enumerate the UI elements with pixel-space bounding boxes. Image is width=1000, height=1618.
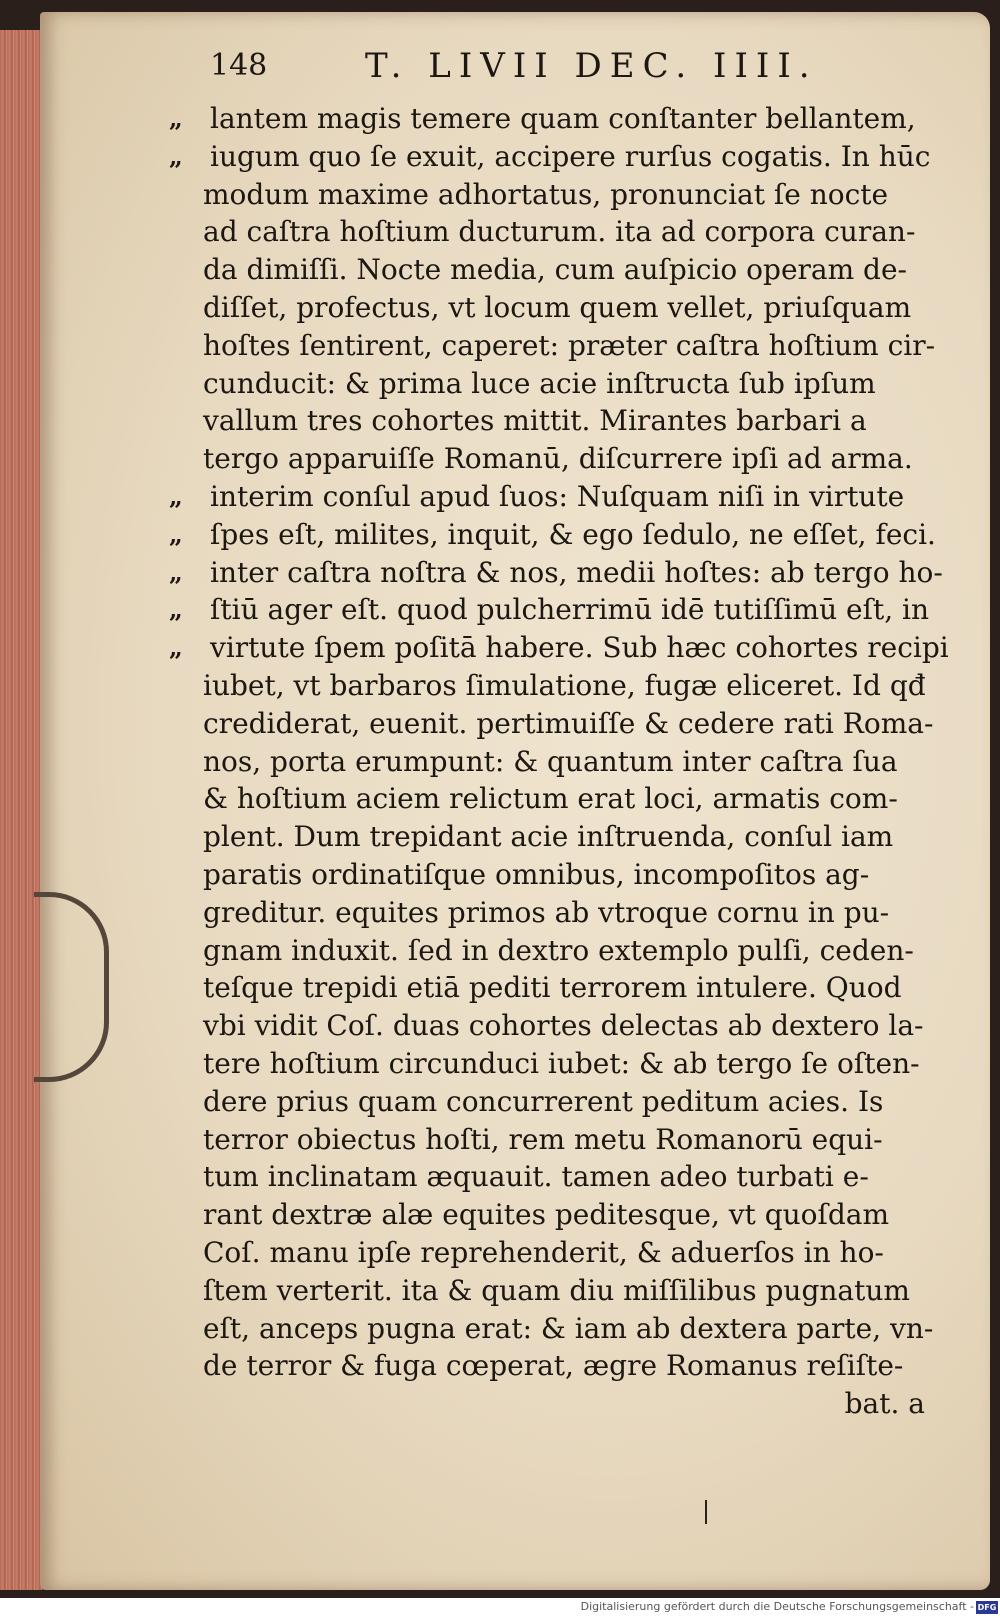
line-text: ad caſtra hoſtium ducturum. ita ad corpora curan-: [203, 215, 916, 249]
funding-credit: Digitalisierung gefördert durch die Deutsche Forschungsgemeinschaft -: [580, 1600, 974, 1613]
line-text: terror obiectus hoſti, rem metu Romanorū equi-: [203, 1122, 883, 1156]
quote-mark: „: [169, 481, 183, 511]
text-line: [175, 176, 945, 214]
line-text: diſſet, profectus, vt locum quem vellet, priuſquam: [203, 290, 912, 324]
line-text: rant dextræ alæ equites peditesque, vt quoſdam: [203, 1198, 890, 1232]
quote-mark: „: [169, 141, 183, 171]
text-line: [175, 1234, 945, 1272]
line-text: ſtem verterit. ita & quam diu miſſilibus pugnatum: [203, 1273, 910, 1307]
line-text: tere hoſtium circunduci iubet: & ab tergo ſe oſten-: [203, 1046, 920, 1080]
line-text: vallum tres cohortes mittit. Mirantes barbari a: [203, 404, 867, 438]
text-line: [175, 1272, 945, 1310]
line-text: paratis ordinatiſque omnibus, incompoſitos ag-: [203, 857, 870, 891]
line-text: crediderat, euenit. pertimuiſſe & cedere rati Roma-: [203, 706, 934, 740]
quote-mark: „: [169, 519, 183, 549]
line-text: cunducit: & prima luce acie inſtructa ſub ipſum: [203, 366, 876, 400]
page-number: 148: [210, 48, 268, 83]
text-line: [175, 667, 945, 705]
line-text: greditur. equites primos ab vtroque cornu in pu-: [203, 895, 890, 929]
line-text: modum maxime adhortatus, pronunciat ſe nocte: [203, 177, 889, 211]
running-head: T. LIVII DEC. IIII.: [365, 46, 818, 86]
text-line: [175, 365, 945, 403]
text-block: [169, 100, 949, 1423]
quote-mark: „: [169, 595, 183, 625]
text-line: [175, 1045, 945, 1083]
line-text: tum inclinatam æquauit. tamen adeo turbati e-: [203, 1160, 869, 1194]
text-line: [175, 1007, 945, 1045]
line-text: hoſtes ſentirent, caperet: præter caſtra hoſtium cir-: [203, 328, 936, 362]
text-line: [169, 478, 945, 516]
line-text: Coſ. manu ipſe reprehenderit, & aduerſos in ho-: [203, 1235, 884, 1269]
text-line: [175, 969, 945, 1007]
text-line: [175, 780, 945, 818]
line-text: dere prius quam concurrerent peditum acies. Is: [203, 1084, 884, 1118]
page-clip: [34, 892, 109, 1082]
line-text: lantem magis temere quam conſtanter bellantem,: [210, 102, 916, 135]
footer-bar: [0, 1598, 1000, 1618]
catchword: bat. a: [844, 1387, 925, 1421]
text-line: [175, 743, 945, 781]
quote-mark: „: [169, 633, 183, 663]
quote-mark: „: [169, 557, 183, 587]
ink-mark: [705, 1500, 707, 1524]
line-text: eſt, anceps pugna erat: & iam ab dextera parte, vn-: [203, 1311, 934, 1345]
text-line: [175, 289, 945, 327]
quote-mark: „: [169, 104, 183, 133]
text-line: [175, 1158, 945, 1196]
text-line: [175, 327, 945, 365]
line-text: virtute ſpem poſitā habere. Sub hæc cohortes recipi: [210, 631, 949, 665]
line-text: inter caſtra noſtra & nos, medii hoſtes: ab tergo ho-: [210, 555, 943, 589]
text-line: [169, 516, 945, 554]
line-text: ſtiū ager eſt. quod pulcherrimū idē tutiſſimū eſt, in: [210, 593, 929, 627]
text-line: [175, 1196, 945, 1234]
text-line: [169, 629, 949, 667]
text-line: [175, 818, 945, 856]
text-line: [175, 1083, 945, 1121]
line-text: ſpes eſt, milites, inquit, & ego ſedulo, ne eſſet, feci.: [210, 517, 936, 551]
text-line: [169, 554, 945, 592]
text-line: [175, 440, 945, 478]
catchword-line: [175, 1385, 945, 1423]
text-line: [169, 591, 945, 629]
book-fore-edge: [0, 30, 44, 1590]
line-text: iubet, vt barbaros ſimulatione, fugæ eliceret. Id qđ: [203, 668, 926, 702]
text-line: [175, 1310, 945, 1348]
text-line: [169, 100, 945, 138]
line-text: teſque trepidi etiā pediti terrorem intulere. Quod: [203, 971, 902, 1005]
text-line: [175, 856, 945, 894]
text-line: [175, 213, 945, 251]
text-line: [175, 402, 945, 440]
page-header: [170, 46, 930, 94]
line-text: iugum quo ſe exuit, accipere rurſus cogatis. In hūc: [210, 139, 931, 173]
line-text: da dimiſſi. Nocte media, cum auſpicio operam de-: [203, 253, 908, 287]
text-line: [169, 138, 945, 176]
line-text: tergo apparuiſſe Romanū, diſcurrere ipſi ad arma.: [203, 442, 913, 476]
dfg-logo: DFG: [977, 1603, 997, 1612]
text-line: [175, 894, 945, 932]
line-text: & hoſtium aciem relictum erat loci, armatis com-: [203, 782, 898, 816]
text-line: [175, 932, 945, 970]
line-text: vbi vidit Coſ. duas cohortes delectas ab dextero la-: [203, 1009, 924, 1043]
line-text: plent. Dum trepidant acie inſtruenda, conſul iam: [203, 820, 894, 854]
line-text: interim conſul apud ſuos: Nuſquam niſi in virtute: [210, 479, 905, 513]
text-line: [175, 705, 945, 743]
text-line: [175, 1121, 945, 1159]
line-text: nos, porta erumpunt: & quantum inter caſtra ſua: [203, 744, 898, 778]
line-text: de terror & fuga cœperat, ægre Romanus reſiſte-: [203, 1349, 904, 1383]
text-line: [175, 1347, 945, 1385]
line-text: gnam induxit. ſed in dextro extemplo pulſi, ceden-: [203, 933, 914, 967]
text-line: [175, 251, 945, 289]
